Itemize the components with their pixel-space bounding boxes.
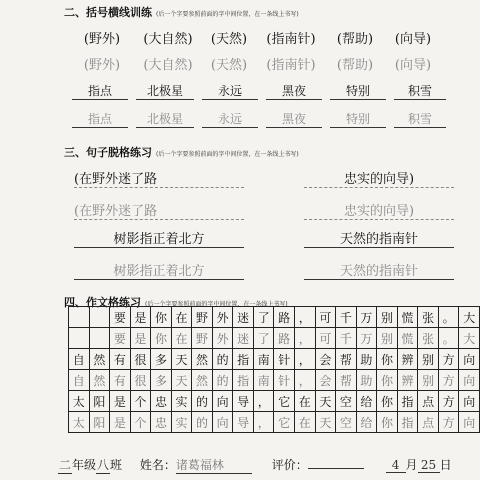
sentence-phrase-trace: 忠实的向导) [304,200,454,220]
paren-word-trace: (指南针) [266,58,316,73]
grid-cell: 帮 [336,349,357,370]
class-value: 八 [97,458,110,472]
line-word: 积雪 [394,82,446,100]
grid-cell [89,328,110,349]
grid-cell: 阳 [89,391,110,412]
paren-word-trace: (野外) [83,58,121,73]
sentence-phrase: 天然的指南针 [304,228,454,248]
grid-cell: 。 [438,328,459,349]
grid-cell: 别 [377,307,398,328]
grid-cell: 多 [151,370,172,391]
grid-cell: 指 [397,412,418,433]
grid-cell: 别 [418,349,439,370]
grid-cell: 方 [438,391,459,412]
grid-cell: 个 [130,391,151,412]
grid-cell: 你 [377,412,398,433]
grid-cell: 要 [110,307,131,328]
grid-cell: 辨 [397,370,418,391]
grid-cell: 给 [356,412,377,433]
grid-cell: ， [295,328,316,349]
line-word-trace: 北极星 [136,110,194,128]
grid-cell: 的 [212,349,233,370]
grid-cell: 可 [315,307,336,328]
grid-row-trace [69,412,480,433]
section4-heading: 四、作文格练习 [64,296,141,309]
grade-value: 二 [58,458,71,472]
sentence-row-1 [74,168,454,188]
grid-cell [89,307,110,328]
grid-row-trace [69,370,480,391]
grid-cell: 忠 [151,391,172,412]
grid-cell: 大 [459,307,480,328]
grid-cell: 实 [171,412,192,433]
grid-cell: 阳 [89,412,110,433]
grid-cell: 天 [315,391,336,412]
line-word-trace: 指点 [72,110,128,128]
sentence-phrase: (在野外迷了路 [74,168,244,188]
grid-cell: 路 [274,307,295,328]
grid-cell: 千 [336,328,357,349]
grid-cell: 在 [171,307,192,328]
sentence-row-2 [74,200,454,220]
grid-cell: 你 [377,391,398,412]
grid-cell: ， [295,307,316,328]
grid-cell: 它 [274,391,295,412]
day-value: 25 [418,458,440,473]
line-row-1 [72,82,446,100]
grid-cell: ， [295,370,316,391]
grid-cell: 辨 [397,349,418,370]
grid-cell: 万 [356,328,377,349]
grid-cell: 方 [438,370,459,391]
grid-cell: 天 [315,412,336,433]
grid-cell: 太 [69,391,90,412]
grid-cell: 可 [315,328,336,349]
grid-cell: 别 [418,370,439,391]
grid-cell: 万 [356,307,377,328]
paren-word: (野外) [83,32,121,47]
grid-cell: 指 [397,391,418,412]
grid-cell: 针 [274,349,295,370]
grid-cell: 的 [192,391,213,412]
footer [58,456,452,474]
grid-cell: 天 [171,370,192,391]
grid-cell: 张 [418,328,439,349]
grade-label: 年级 [72,458,97,472]
grid-cell: 你 [377,349,398,370]
grid-cell: 慌 [397,307,418,328]
grid-cell [69,328,90,349]
grid-cell: 助 [356,349,377,370]
sentence-row-4 [74,260,454,280]
sentence-phrase-trace: 树影指正着北方 [74,260,244,280]
grid-cell: 很 [130,370,151,391]
sentence-phrase-trace: (在野外迷了路 [74,200,244,220]
composition-grid [68,306,480,433]
sentence-row-3 [74,228,454,248]
grid-cell: 然 [192,370,213,391]
grid-cell: 别 [377,328,398,349]
grid-cell: 忠 [151,412,172,433]
grid-cell: 向 [459,349,480,370]
grid-cell: 多 [151,349,172,370]
grid-cell: 点 [418,412,439,433]
month-value: 4 [386,458,406,473]
grid-cell: 个 [130,412,151,433]
section3-note: (后一个字要参照前面的字中间位置，在一条线上书写) [156,151,299,158]
grid-cell: 会 [315,349,336,370]
section3-heading: 三、句子脱格练习 [64,146,152,159]
grid-cell: 方 [438,412,459,433]
grid-cell: 很 [130,349,151,370]
grid-cell: ， [253,391,274,412]
grid-cell: 太 [69,412,90,433]
grid-cell: 了 [253,328,274,349]
grid-cell: 点 [418,391,439,412]
line-word: 黑夜 [266,82,322,100]
grid-cell: 它 [274,412,295,433]
grid-cell: 南 [253,349,274,370]
line-word-trace: 积雪 [394,110,446,128]
paren-row-2 [70,54,442,73]
name-value: 诸葛福林 [176,456,252,474]
grid-cell: 然 [89,349,110,370]
sentence-phrase: 忠实的向导) [304,168,454,188]
grid-cell: 天 [171,349,192,370]
grid-cell: 。 [438,307,459,328]
grid-cell: 南 [253,370,274,391]
line-word: 永远 [202,82,258,100]
grid-cell: 的 [212,370,233,391]
paren-word: (大自然) [143,32,193,47]
grid-cell: 野 [192,328,213,349]
grid-cell: 给 [356,391,377,412]
grid-cell: 你 [151,328,172,349]
grid-cell: 在 [295,412,316,433]
grid-cell: 指 [233,349,254,370]
paren-word: (指南针) [266,32,316,47]
paren-row-1 [70,28,442,47]
paren-word: (向导) [394,32,432,47]
grid-cell: 慌 [397,328,418,349]
grid-cell: 路 [274,328,295,349]
grid-cell: ， [253,412,274,433]
paren-word: (天然) [210,32,248,47]
grid-cell: 向 [459,370,480,391]
day-label: 日 [439,458,452,472]
grid-row [69,391,480,412]
grid-cell: 空 [336,412,357,433]
paren-word-trace: (向导) [394,58,432,73]
grid-cell: 向 [212,391,233,412]
grid-cell: 向 [212,412,233,433]
grid-cell: 了 [253,307,274,328]
paren-word: (帮助) [336,32,374,47]
line-word: 北极星 [136,82,194,100]
class-label: 班 [110,458,123,472]
grid-cell: 外 [212,328,233,349]
grid-cell: 在 [171,328,192,349]
section2-note: (后一个字要参照前面的字中间位置，在一条线上书写) [156,11,299,18]
grid-cell: 帮 [336,370,357,391]
grid-cell: 自 [69,370,90,391]
grid-cell: 然 [192,349,213,370]
grid-cell: 外 [212,307,233,328]
grid-cell: 迷 [233,307,254,328]
grid-cell: 有 [110,370,131,391]
line-word-trace: 特别 [330,110,386,128]
grid-cell: 导 [233,412,254,433]
section2-heading: 二、括号横线训练 [64,6,152,19]
grid-cell: 你 [151,307,172,328]
grid-cell: ， [295,349,316,370]
grid-cell: 是 [110,412,131,433]
grid-cell: 千 [336,307,357,328]
grid-cell [69,307,90,328]
paren-word-trace: (帮助) [336,58,374,73]
line-word: 特别 [330,82,386,100]
grid-cell: 实 [171,391,192,412]
line-word: 指点 [72,82,128,100]
line-word-trace: 永远 [202,110,258,128]
eval-label: 评价： [271,458,308,472]
section2-title [64,4,299,20]
section4-note: (后一个字要参照前面的字中间位置，在一条线上书写) [145,301,288,308]
grid-row [69,349,480,370]
section3-title [64,144,299,160]
line-row-2 [72,110,446,128]
grid-cell: 是 [130,307,151,328]
eval-blank [308,468,364,469]
grid-cell: 空 [336,391,357,412]
paren-word-trace: (大自然) [143,58,193,73]
name-label: 姓名： [139,458,176,472]
grid-cell: 的 [192,412,213,433]
grid-row [69,307,480,328]
grid-cell: 是 [130,328,151,349]
sentence-phrase: 树影指正着北方 [74,228,244,248]
grid-cell: 张 [418,307,439,328]
grid-cell: 野 [192,307,213,328]
grid-cell: 向 [459,412,480,433]
grid-cell: 会 [315,370,336,391]
line-word-trace: 黑夜 [266,110,322,128]
paren-word-trace: (天然) [210,58,248,73]
grid-cell: 指 [233,370,254,391]
grid-cell: 针 [274,370,295,391]
grid-cell: 然 [89,370,110,391]
grid-cell: 要 [110,328,131,349]
grid-cell: 自 [69,349,90,370]
grid-cell: 是 [110,391,131,412]
grid-cell: 迷 [233,328,254,349]
month-label: 月 [405,458,418,472]
grid-cell: 你 [377,370,398,391]
grid-cell: 大 [459,328,480,349]
grid-cell: 助 [356,370,377,391]
grid-cell: 方 [438,349,459,370]
grid-row-trace [69,328,480,349]
sentence-phrase-trace: 天然的指南针 [304,260,454,280]
grid-cell: 有 [110,349,131,370]
grid-cell: 导 [233,391,254,412]
grid-cell: 在 [295,391,316,412]
grid-cell: 向 [459,391,480,412]
